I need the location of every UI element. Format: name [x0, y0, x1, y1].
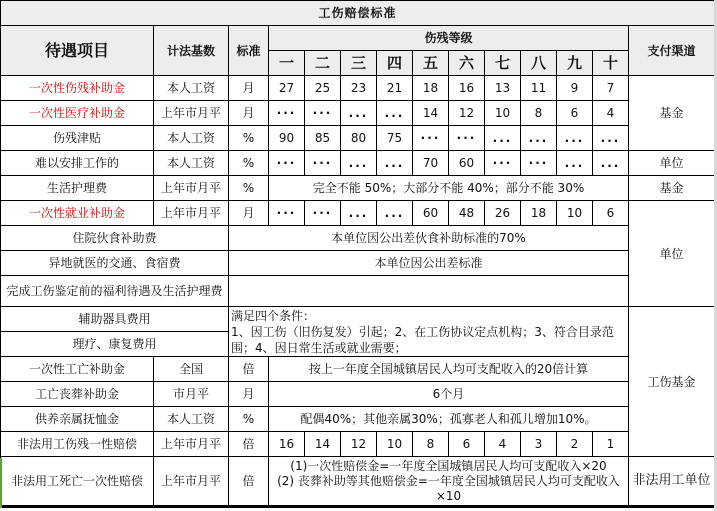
table-title[interactable]: 工伤赔偿标准	[1, 1, 715, 26]
value-cell[interactable]: 60	[449, 151, 485, 176]
value-cell[interactable]: ...	[485, 126, 521, 151]
item-cell[interactable]: 难以安排工作的	[1, 151, 154, 176]
item-cell[interactable]: 一次性伤残补助金	[1, 76, 154, 101]
value-cell[interactable]: 85	[305, 126, 341, 151]
table-row	[1, 76, 715, 101]
grade-4[interactable]: 四	[377, 51, 413, 76]
value-cell[interactable]: 25	[305, 76, 341, 101]
aux-conditions-cell[interactable]	[229, 307, 629, 357]
value-cell[interactable]: 6	[593, 201, 629, 226]
base-cell[interactable]: 本人工资	[154, 76, 229, 101]
item-cell[interactable]: 住院伙食补助费	[1, 226, 229, 251]
item-cell[interactable]: 工亡丧葬补助金	[1, 382, 154, 407]
table-row	[1, 251, 715, 276]
grade-9[interactable]: 九	[557, 51, 593, 76]
value-cell[interactable]: ...	[377, 201, 413, 226]
unit-cell[interactable]: 倍	[229, 457, 269, 507]
unit-cell[interactable]: %	[229, 176, 269, 201]
item-cell[interactable]: 生活护理费	[1, 176, 154, 201]
value-cell[interactable]: 10	[377, 432, 413, 457]
unit-cell[interactable]: 倍	[229, 432, 269, 457]
header-standard[interactable]: 标准	[229, 26, 269, 76]
value-cell[interactable]: ···	[305, 201, 341, 226]
channel-cell[interactable]: 基金	[629, 76, 715, 151]
base-cell[interactable]: 本人工资	[154, 126, 229, 151]
merged-value-cell[interactable]: 6个月	[269, 382, 629, 407]
value-cell[interactable]: ...	[593, 151, 629, 176]
table-row	[1, 432, 715, 457]
value-cell[interactable]: 8	[413, 432, 449, 457]
value-cell[interactable]: ...	[593, 126, 629, 151]
item-cell[interactable]: 伤残津贴	[1, 126, 154, 151]
merged-value-cell[interactable]: 本单位因公出差伙食补助标准的70%	[229, 226, 629, 251]
value-cell[interactable]: 4	[485, 432, 521, 457]
merged-value-cell[interactable]: 配偶40%；其他亲属30%；孤寡老人和孤儿增加10%。	[269, 407, 629, 432]
item-cell[interactable]: 一次性医疗补助金	[1, 101, 154, 126]
grade-7[interactable]: 七	[485, 51, 521, 76]
value-cell[interactable]: 3	[521, 432, 557, 457]
value-cell[interactable]: 10	[485, 101, 521, 126]
header-grade-group[interactable]: 伤残等级	[269, 26, 629, 51]
selection-edge	[0, 458, 2, 508]
header-channel[interactable]: 支付渠道	[629, 26, 715, 76]
value-cell[interactable]: 6	[557, 101, 593, 126]
value-cell[interactable]: 4	[593, 101, 629, 126]
grade-8[interactable]: 八	[521, 51, 557, 76]
unit-cell[interactable]: 月	[229, 382, 269, 407]
unit-cell[interactable]: %	[229, 126, 269, 151]
value-cell[interactable]: ···	[485, 151, 521, 176]
value-cell[interactable]: ...	[341, 101, 377, 126]
grade-5[interactable]: 五	[413, 51, 449, 76]
base-cell[interactable]: 全国	[154, 357, 229, 382]
value-cell[interactable]: 27	[269, 76, 305, 101]
formula-line-2: (2) 丧葬补助等其他赔偿金=一年度全国城镇居民人均可支配收入×10	[277, 473, 620, 503]
channel-cell[interactable]: 工伤基金	[629, 307, 715, 457]
base-cell[interactable]: 上年市月平	[154, 457, 229, 507]
item-cell[interactable]: 非法用工死亡一次性赔偿	[1, 457, 154, 507]
item-cell[interactable]: 理疗、康复费用	[1, 332, 229, 357]
table-row	[1, 407, 715, 432]
table-row	[1, 176, 715, 201]
value-cell[interactable]: ...	[521, 126, 557, 151]
value-cell[interactable]: ...	[377, 101, 413, 126]
channel-cell[interactable]: 非法用工单位	[629, 457, 715, 507]
table-row	[1, 357, 715, 382]
table-row	[1, 151, 715, 176]
unit-cell[interactable]: %	[229, 151, 269, 176]
base-cell[interactable]: 上年市月平	[154, 432, 229, 457]
value-cell[interactable]: 21	[377, 76, 413, 101]
merged-value-cell[interactable]: 本单位因公出差标准	[229, 251, 629, 276]
unit-cell[interactable]: 倍	[229, 357, 269, 382]
value-cell[interactable]: ...	[341, 151, 377, 176]
grade-1[interactable]: 一	[269, 51, 305, 76]
value-cell[interactable]: 7	[593, 76, 629, 101]
table-row	[1, 307, 715, 332]
value-cell[interactable]: ···	[449, 126, 485, 151]
value-cell[interactable]: ···	[269, 101, 305, 126]
aux-conditions-line1: 满足四个条件：	[231, 309, 316, 323]
item-cell[interactable]: 供养亲属抚恤金	[1, 407, 154, 432]
value-cell[interactable]: ···	[305, 151, 341, 176]
value-cell[interactable]: 6	[449, 432, 485, 457]
table-row	[1, 276, 715, 307]
header-item[interactable]: 待遇项目	[1, 26, 154, 76]
channel-cell[interactable]: 单位	[629, 201, 715, 307]
value-cell[interactable]: 2	[557, 432, 593, 457]
unit-cell[interactable]: 月	[229, 201, 269, 226]
unit-cell[interactable]: 月	[229, 76, 269, 101]
value-cell[interactable]: 70	[413, 151, 449, 176]
unit-cell[interactable]: %	[229, 407, 269, 432]
merged-value-cell[interactable]	[269, 457, 629, 507]
value-cell[interactable]: 1	[593, 432, 629, 457]
value-cell[interactable]: 11	[521, 76, 557, 101]
value-cell[interactable]: 13	[485, 76, 521, 101]
grade-10[interactable]: 十	[593, 51, 629, 76]
aux-conditions-line2: 1、因工伤（旧伤复发）引起；2、在工伤协议定点机构；3、符合目录范围；4、因日常生活或就业需要；	[231, 325, 614, 355]
item-cell[interactable]: 一次性就业补助金	[1, 201, 154, 226]
value-cell[interactable]: 14	[305, 432, 341, 457]
value-cell[interactable]: 8	[521, 101, 557, 126]
table-row	[1, 101, 715, 126]
value-cell[interactable]: 80	[341, 126, 377, 151]
value-cell[interactable]: 26	[485, 201, 521, 226]
table-row	[1, 457, 715, 507]
channel-cell[interactable]: 单位	[629, 151, 715, 176]
table-row	[1, 226, 715, 251]
value-cell[interactable]: ···	[521, 151, 557, 176]
value-cell[interactable]: ···	[269, 151, 305, 176]
base-cell[interactable]: 上年市月平	[154, 176, 229, 201]
value-cell[interactable]: 90	[269, 126, 305, 151]
item-cell[interactable]: 非法用工伤残一性赔偿	[1, 432, 154, 457]
value-cell[interactable]: ...	[557, 126, 593, 151]
value-cell[interactable]: 48	[449, 201, 485, 226]
value-cell[interactable]: ···	[269, 201, 305, 226]
base-cell[interactable]: 本人工资	[154, 407, 229, 432]
value-cell[interactable]: 23	[341, 76, 377, 101]
header-base[interactable]: 计法基数	[154, 26, 229, 76]
merged-value-cell[interactable]: 按上一年度全国城镇居民人均可支配收入的20倍计算	[269, 357, 629, 382]
base-cell[interactable]: 市月平	[154, 382, 229, 407]
grade-6[interactable]: 六	[449, 51, 485, 76]
merged-value-cell[interactable]	[229, 276, 629, 307]
value-cell[interactable]: 12	[341, 432, 377, 457]
item-cell[interactable]: 异地就医的交通、食宿费	[1, 251, 229, 276]
value-cell[interactable]: 16	[449, 76, 485, 101]
value-cell[interactable]: 10	[557, 201, 593, 226]
table-row	[1, 126, 715, 151]
formula-line-1: (1)一次性赔偿金=一年度全国城镇居民人均可支配收入×20	[290, 458, 607, 473]
grade-3[interactable]: 三	[341, 51, 377, 76]
value-cell[interactable]: 18	[521, 201, 557, 226]
item-cell[interactable]: 完成工伤鉴定前的福利待遇及生活护理费	[1, 276, 229, 307]
value-cell[interactable]: 75	[377, 126, 413, 151]
value-cell[interactable]: 18	[413, 76, 449, 101]
value-cell[interactable]: ...	[557, 151, 593, 176]
table-row	[1, 382, 715, 407]
value-cell[interactable]: 14	[413, 101, 449, 126]
base-cell[interactable]: 本人工资	[154, 151, 229, 176]
base-cell[interactable]: 上年市月平	[154, 201, 229, 226]
table-row	[1, 201, 715, 226]
value-cell[interactable]: ···	[413, 126, 449, 151]
value-cell[interactable]: ···	[305, 101, 341, 126]
value-cell[interactable]: 16	[269, 432, 305, 457]
merged-value-cell[interactable]: 完全不能 50%；大部分不能 40%；部分不能 30%	[269, 176, 629, 201]
value-cell[interactable]: 60	[413, 201, 449, 226]
value-cell[interactable]: ...	[377, 151, 413, 176]
value-cell[interactable]: 9	[557, 76, 593, 101]
item-cell[interactable]: 辅助器具费用	[1, 307, 229, 332]
item-cell[interactable]: 一次性工亡补助金	[1, 357, 154, 382]
unit-cell[interactable]: 月	[229, 101, 269, 126]
channel-cell[interactable]: 基金	[629, 176, 715, 201]
value-cell[interactable]: ...	[341, 201, 377, 226]
grade-2[interactable]: 二	[305, 51, 341, 76]
base-cell[interactable]: 上年市月平	[154, 101, 229, 126]
value-cell[interactable]: 12	[449, 101, 485, 126]
